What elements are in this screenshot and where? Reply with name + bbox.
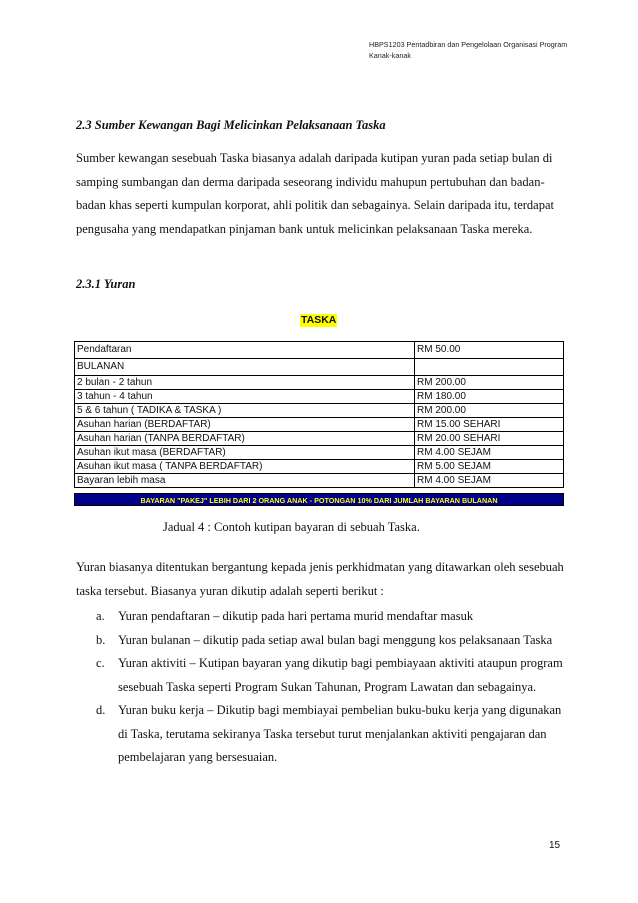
fee-amount-cell: RM 180.00 — [415, 390, 564, 404]
fee-item-cell: Pendaftaran — [75, 342, 415, 359]
fee-amount-cell: RM 200.00 — [415, 404, 564, 418]
list-item — [76, 652, 568, 699]
table-row — [75, 376, 564, 390]
list-marker: a. — [96, 609, 105, 623]
list-item — [76, 699, 568, 770]
fee-amount-cell: RM 5.00 SEJAM — [415, 460, 564, 474]
page-number: 15 — [549, 840, 561, 851]
table-row — [75, 460, 564, 474]
header-course-title: HBPS1203 Pentadbiran dan Pengelolaan Organisasi Program — [369, 40, 568, 49]
table-row — [75, 404, 564, 418]
fee-amount-cell: RM 15.00 SEHARI — [415, 418, 564, 432]
fee-item-cell: Bayaran lebih masa — [75, 474, 415, 488]
table-row — [75, 390, 564, 404]
fee-item-cell: BULANAN — [75, 359, 415, 376]
fee-item-cell: 5 & 6 tahun ( TADIKA & TASKA ) — [75, 404, 415, 418]
fee-type-list — [76, 605, 568, 770]
list-item — [76, 629, 568, 653]
package-note: BAYARAN "PAKEJ" LEBIH DARI 2 ORANG ANAK - POTONGAN 10% DARI JUMLAH BAYARAN BULANAN — [74, 493, 564, 506]
fee-item-cell: Asuhan ikut masa (BERDAFTAR) — [75, 446, 415, 460]
fee-item-cell: 2 bulan - 2 tahun — [75, 376, 415, 390]
list-item-text: Yuran bulanan – dikutip pada setiap awal bulan bagi menggung kos pelaksanaan Taska — [118, 632, 553, 647]
fee-table — [74, 341, 564, 488]
list-item-text: Yuran buku kerja – Dikutip bagi membiayai pembelian buku-buku kerja yang digunakan di Taska, terutama sekiranya Taska tersebut turut menjalankan aktiviti pengajaran dan pembelajaran yang bersesuaian. — [118, 703, 562, 764]
list-marker: b. — [96, 632, 106, 647]
table-row — [75, 359, 564, 376]
table-caption: Jadual 4 : Contoh kutipan bayaran di sebuah Taska. — [163, 520, 420, 534]
subsection-title: 2.3.1 Yuran — [76, 277, 136, 291]
fee-amount-cell: RM 4.00 SEJAM — [415, 474, 564, 488]
fee-amount-cell: RM 4.00 SEJAM — [415, 446, 564, 460]
list-item-text: Yuran aktiviti – Kutipan bayaran yang dikutip bagi pembiayaan aktiviti ataupun program sesebuah Taska seperti Program Sukan Tahunan, Program Lawatan dan sebagainya. — [118, 656, 563, 694]
table-title: TASKA — [301, 314, 337, 326]
list-marker: c. — [96, 656, 105, 670]
fee-item-cell: 3 tahun - 4 tahun — [75, 390, 415, 404]
table-row — [75, 474, 564, 488]
section-title: 2.3 Sumber Kewangan Bagi Melicinkan Pelaksanaan Taska — [76, 118, 386, 132]
table-row — [75, 446, 564, 460]
fee-item-cell: Asuhan harian (BERDAFTAR) — [75, 418, 415, 432]
fee-amount-cell: RM 50.00 — [415, 342, 564, 359]
table-row — [75, 432, 564, 446]
intro-paragraph: Yuran biasanya ditentukan bergantung kepada jenis perkhidmatan yang ditawarkan oleh sesebuah taska tersebut. Biasanya yuran dikutip adalah seperti berikut : — [76, 560, 564, 598]
fee-item-cell: Asuhan ikut masa ( TANPA BERDAFTAR) — [75, 460, 415, 474]
fee-item-cell: Asuhan harian (TANPA BERDAFTAR) — [75, 432, 415, 446]
fee-amount-cell: RM 20.00 SEHARI — [415, 432, 564, 446]
fee-amount-cell: RM 200.00 — [415, 376, 564, 390]
fee-amount-cell — [415, 359, 564, 376]
list-item-text: Yuran pendaftaran – dikutip pada hari pertama murid mendaftar masuk — [118, 609, 474, 623]
header-course-title-cont: Kanak-kanak — [369, 50, 411, 60]
list-item — [76, 605, 568, 629]
section-paragraph: Sumber kewangan sesebuah Taska biasanya adalah daripada kutipan yuran pada setiap bulan di samping sumbangan dan derma daripada seseorang individu mahupun pertubuhan dan badan-badan khas seperti kumpulan korporat, ahli politik dan sebagainya. Selain daripada itu, terdapat pengusaha yang mendapatkan pinjaman bank untuk melicinkan pelaksanaan Taska mereka. — [76, 151, 554, 236]
page-header — [369, 40, 609, 61]
table-row — [75, 342, 564, 359]
table-row — [75, 418, 564, 432]
list-marker: d. — [96, 703, 106, 717]
